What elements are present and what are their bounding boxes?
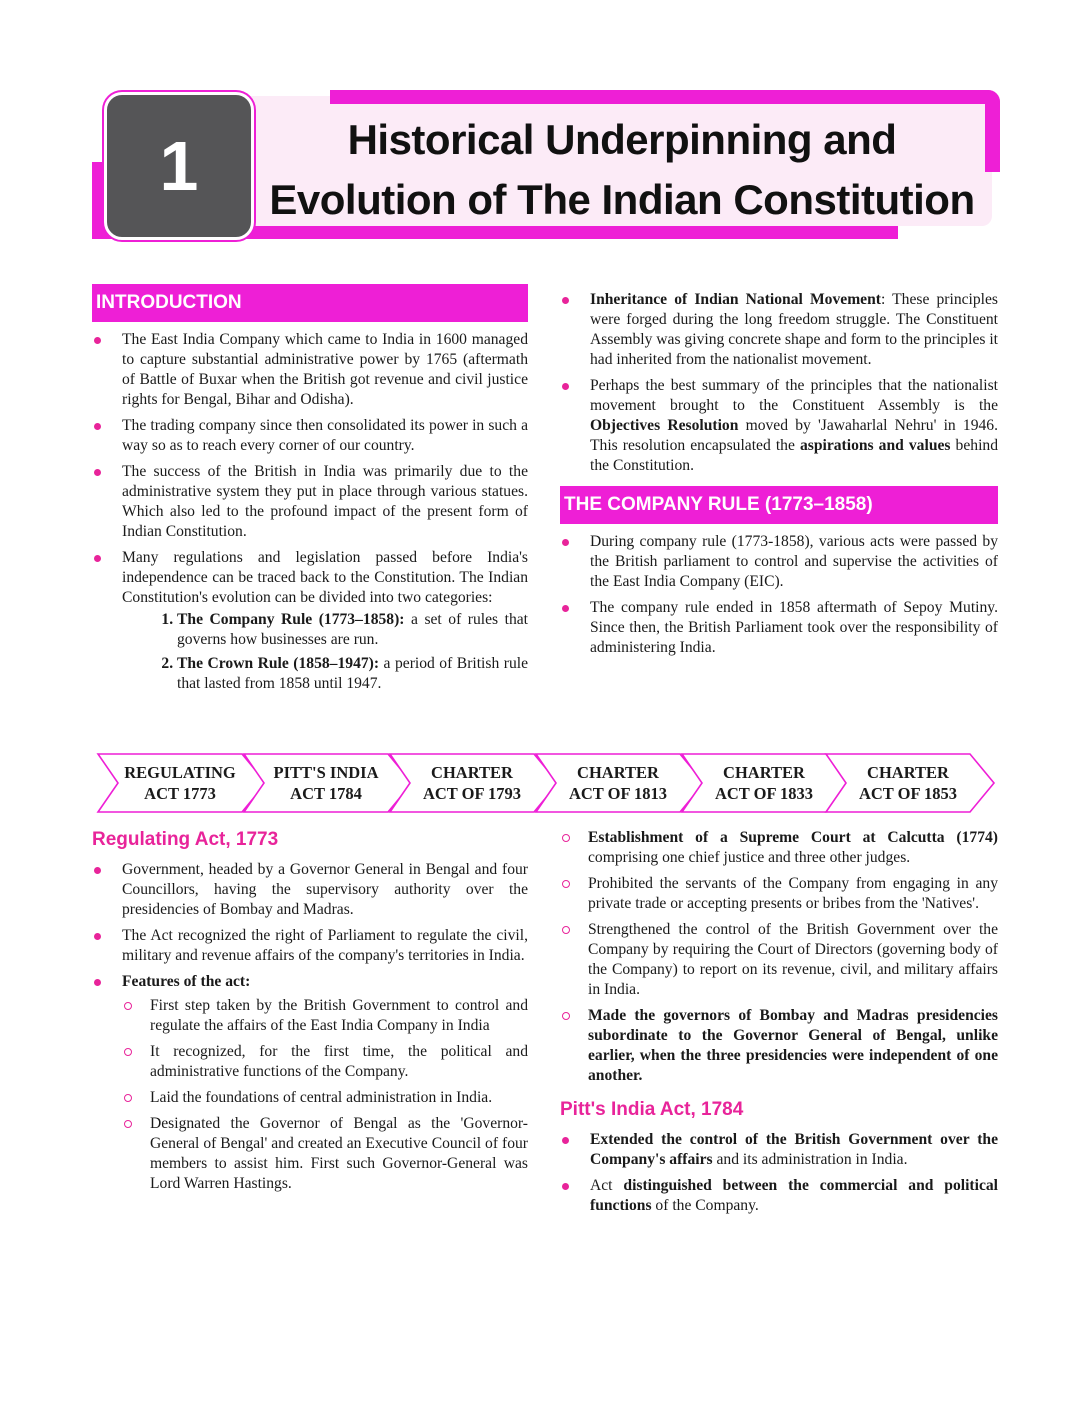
list-item: The trading company since then consolidated its power in such a way so as to reach every corner of our country. bbox=[92, 416, 528, 456]
chapter-title-line2: Evolution of The Indian Constitution bbox=[269, 176, 975, 223]
list-item bbox=[92, 548, 528, 694]
category-title: The Company Rule (1773–1858): bbox=[177, 611, 405, 628]
right-column-top bbox=[560, 290, 998, 664]
category-title: The Crown Rule (1858–1947): bbox=[177, 655, 380, 672]
body-text: : These principles were forged during the long freedom struggle. The Constituent Assembly was giving concrete shape and form to the principles it had inherited from the nationalist movement. bbox=[590, 291, 998, 368]
timeline-line2: ACT OF 1813 bbox=[568, 784, 668, 803]
pitts-act-heading: Pitt's India Act, 1784 bbox=[560, 1099, 744, 1120]
list-item: During company rule (1773-1858), various acts were passed by the British parliament to control and supervise the activities of the East India Company (EIC). bbox=[560, 532, 998, 592]
body-text: comprising one chief justice and three other judges. bbox=[588, 849, 911, 866]
bold-text: Objectives Resolution bbox=[590, 417, 739, 434]
chapter-title bbox=[252, 110, 992, 230]
list-item bbox=[560, 290, 998, 370]
timeline-line1: CHARTER bbox=[723, 763, 805, 782]
timeline-label bbox=[408, 762, 536, 804]
bold-text: aspirations and values bbox=[799, 437, 951, 454]
timeline-line2: ACT 1773 bbox=[144, 784, 216, 803]
company-rule-list bbox=[560, 532, 998, 658]
list-item bbox=[560, 376, 998, 476]
list-item bbox=[560, 1176, 998, 1216]
timeline-line1: REGULATING bbox=[124, 763, 236, 782]
bold-text: distinguished between the commercial and political functions bbox=[590, 1177, 998, 1214]
timeline-label bbox=[262, 762, 390, 804]
chapter-title-line1: Historical Underpinning and bbox=[347, 116, 897, 163]
list-item: The success of the British in India was primarily due to the administrative system they put in place through various statues. Which also led to the profound impact of the present form of Indian Constitution. bbox=[92, 462, 528, 542]
timeline-line1: CHARTER bbox=[867, 763, 949, 782]
regulating-act-list bbox=[92, 860, 528, 1194]
company-rule-heading: THE COMPANY RULE (1773–1858) bbox=[560, 486, 998, 524]
sub-list-item: Designated the Governor of Bengal as the 'Governor-General of Bengal' and created an Executive Council of four members to assist him. First such Governor-General was Lord Warren Hastings. bbox=[122, 1114, 528, 1194]
sub-list-item: First step taken by the British Government to control and regulate the affairs of the East India Company in India bbox=[122, 996, 528, 1036]
category-crown-rule bbox=[177, 654, 528, 694]
sub-list-item: Prohibited the servants of the Company from engaging in any private trade or accepting presents or bribes from the 'Natives'. bbox=[560, 874, 998, 914]
timeline-line1: PITT'S INDIA bbox=[273, 763, 379, 782]
timeline-line2: ACT 1784 bbox=[290, 784, 362, 803]
introduction-heading: INTRODUCTION bbox=[92, 284, 528, 322]
timeline-line2: ACT OF 1793 bbox=[422, 784, 522, 803]
category-company-rule bbox=[177, 610, 528, 650]
categories-list bbox=[122, 610, 528, 694]
sub-list-item: Laid the foundations of central administration in India. bbox=[122, 1088, 528, 1108]
bold-text: Made the governors of Bombay and Madras presidencies subordinate to the Governor General of Bengal, unlike earlier, when the three presidencies were independent of one another. bbox=[588, 1007, 998, 1084]
timeline-label bbox=[700, 762, 828, 804]
principles-list bbox=[560, 290, 998, 476]
timeline-label bbox=[116, 762, 244, 804]
features-list-continued bbox=[560, 828, 998, 1086]
timeline-line2: ACT OF 1853 bbox=[858, 784, 958, 803]
header-top-bar bbox=[330, 90, 1000, 104]
body-text: Perhaps the best summary of the principles that the nationalist movement brought to the Constituent Assembly is the bbox=[590, 377, 998, 414]
body-text: and its administration in India. bbox=[712, 1151, 908, 1168]
list-item: The company rule ended in 1858 aftermath of Sepoy Mutiny. Since then, the British Parliament took over the responsibility of administering India. bbox=[560, 598, 998, 658]
sub-list-item bbox=[560, 1006, 998, 1086]
timeline-line1: CHARTER bbox=[577, 763, 659, 782]
timeline-label bbox=[844, 762, 972, 804]
timeline-line1: CHARTER bbox=[431, 763, 513, 782]
list-item: The Act recognized the right of Parliament to regulate the civil, military and revenue affairs of the company's territories in India. bbox=[92, 926, 528, 966]
category-text: a set of rules that governs how businesses are run. bbox=[177, 611, 529, 648]
sub-list-item: Strengthened the control of the British Government over the Company by requiring the Court of Directors (governing body of the Company) to report on its revenue, civil, and military affairs in India. bbox=[560, 920, 998, 1000]
bold-text: Establishment of a Supreme Court at Calcutta (1774) bbox=[588, 829, 998, 846]
list-item-text: Many regulations and legislation passed before India's independence can be traced back to the Constitution. The Indian Constitution's evolution can be divided into two categories: bbox=[122, 549, 528, 606]
bold-text: Inheritance of Indian National Movement bbox=[590, 291, 881, 308]
sub-list-item: It recognized, for the first time, the political and administrative functions of the Company. bbox=[122, 1042, 528, 1082]
timeline-step bbox=[824, 752, 996, 814]
pitts-act-list bbox=[560, 1130, 998, 1216]
introduction-list bbox=[92, 330, 528, 694]
timeline-line2: ACT OF 1833 bbox=[714, 784, 814, 803]
chapter-number-box bbox=[104, 92, 254, 240]
sub-list-item bbox=[560, 828, 998, 868]
features-list bbox=[122, 996, 528, 1194]
list-item bbox=[560, 1130, 998, 1170]
timeline-label bbox=[554, 762, 682, 804]
body-text: Act bbox=[590, 1177, 624, 1194]
list-item: The East India Company which came to India in 1600 managed to capture substantial administrative power by 1765 (aftermath of Battle of Buxar when the British got revenue and civil justice rights for Bengal, Bihar and Odisha). bbox=[92, 330, 528, 410]
body-text: behind the Constitution. bbox=[590, 437, 998, 474]
introduction-section bbox=[92, 284, 528, 700]
features-label: Features of the act: bbox=[122, 973, 251, 990]
chapter-number: 1 bbox=[159, 127, 199, 205]
list-item: Government, headed by a Governor General in Bengal and four Councillors, having the supervisory authority over the presidencies of Bombay and Madras. bbox=[92, 860, 528, 920]
acts-timeline bbox=[96, 752, 996, 814]
list-item bbox=[92, 972, 528, 1194]
right-column-bottom bbox=[560, 828, 998, 1222]
body-text: moved by 'Jawaharlal Nehru' in 1946. This resolution encapsulated the bbox=[590, 417, 998, 454]
category-text: a period of British rule that lasted from 1858 until 1947. bbox=[177, 655, 528, 692]
regulating-act-heading: Regulating Act, 1773 bbox=[92, 829, 279, 850]
regulating-act-section bbox=[92, 828, 528, 1200]
body-text: of the Company. bbox=[651, 1197, 759, 1214]
bold-text: Extended the control of the British Government over the Company's affairs bbox=[590, 1131, 998, 1168]
